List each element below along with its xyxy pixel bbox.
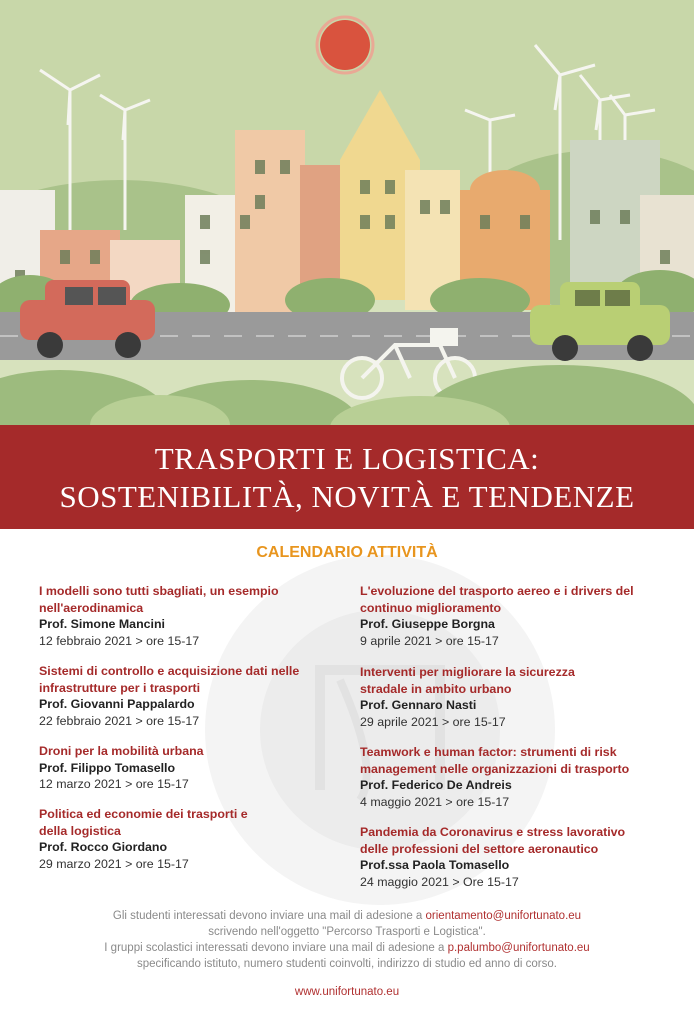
event-item [39,806,339,872]
event-item [39,583,339,649]
footer-line1-text: Gli studenti interessati devono inviare una mail di adesione a [112,910,426,922]
event-professor: Prof. Federico De Andreis [360,778,512,792]
event-item [39,743,339,793]
event-title: Droni per la mobilità urbana [39,744,204,758]
event-item [360,664,660,730]
event-professor: Prof. Giovanni Pappalardo [39,697,195,711]
event-date: 29 aprile 2021 > ore 15-17 [360,714,506,729]
event-title: Teamwork e human factor: strumenti di risk management nelle organizzazioni di trasporto [360,745,630,776]
event-date: 29 marzo 2021 > ore 15-17 [39,856,189,871]
event-item [360,583,660,649]
event-date: 24 maggio 2021 > Ore 15-17 [360,874,519,889]
event-date: 12 febbraio 2021 > ore 15-17 [39,633,200,648]
footer-instructions [0,908,694,972]
event-title: Pandemia da Coronavirus e stress lavorativo delle professioni del settore aeronautico [360,825,626,856]
calendar-title: CALENDARIO ATTIVITÀ [256,544,438,561]
footer-line3-text: I gruppi scolastici interessati devono inviare una mail di adesione a [104,942,448,954]
footer-line2: scrivendo nell'oggetto "Percorso Trasporti e Logistica". [208,926,486,938]
website-link[interactable]: www.unifortunato.eu [294,986,400,998]
event-item [39,663,339,729]
event-professor: Prof. Giuseppe Borgna [360,617,495,631]
event-professor: Prof. Rocco Giordano [39,840,168,854]
footer-line1 [0,908,694,924]
event-professor: Prof. Simone Mancini [39,617,165,631]
sun-icon [320,20,370,70]
event-item [360,824,660,890]
event-date: 22 febbraio 2021 > ore 15-17 [39,713,200,728]
event-item [360,744,660,810]
palumbo-email-link[interactable]: p.palumbo@unifortunato.eu [447,942,590,954]
event-title: I modelli sono tutti sbagliati, un esempio nell'aerodinamica [39,584,279,615]
orientamento-email-link[interactable]: orientamento@unifortunato.eu [425,910,582,922]
event-professor: Prof.ssa Paola Tomasello [360,858,510,872]
event-date: 4 maggio 2021 > ore 15-17 [360,794,510,809]
event-title: Politica ed economie dei trasporti e della logistica [39,807,248,838]
event-professor: Prof. Filippo Tomasello [39,760,176,775]
banner-title-line2: SOSTENIBILITÀ, NOVITÀ E TENDENZE [59,479,635,514]
event-date: 9 aprile 2021 > ore 15-17 [360,633,499,648]
footer-line3 [0,940,694,956]
event-title: Interventi per migliorare la sicurezza stradale in ambito urbano [360,665,575,696]
event-title: Sistemi di controllo e acquisizione dati nelle infrastrutture per i trasporti [39,664,300,695]
title-banner [0,425,694,529]
footer-line4: specificando istituto, numero studenti coinvolti, indirizzo di studio ed anno di corso. [137,958,557,970]
banner-title-line1: TRASPORTI E LOGISTICA: [154,441,540,476]
event-professor: Prof. Gennaro Nasti [360,698,477,712]
event-title: L'evoluzione del trasporto aereo e i drivers del continuo miglioramento [360,584,634,615]
city-illustration [0,0,694,425]
event-date: 12 marzo 2021 > ore 15-17 [39,777,189,791]
